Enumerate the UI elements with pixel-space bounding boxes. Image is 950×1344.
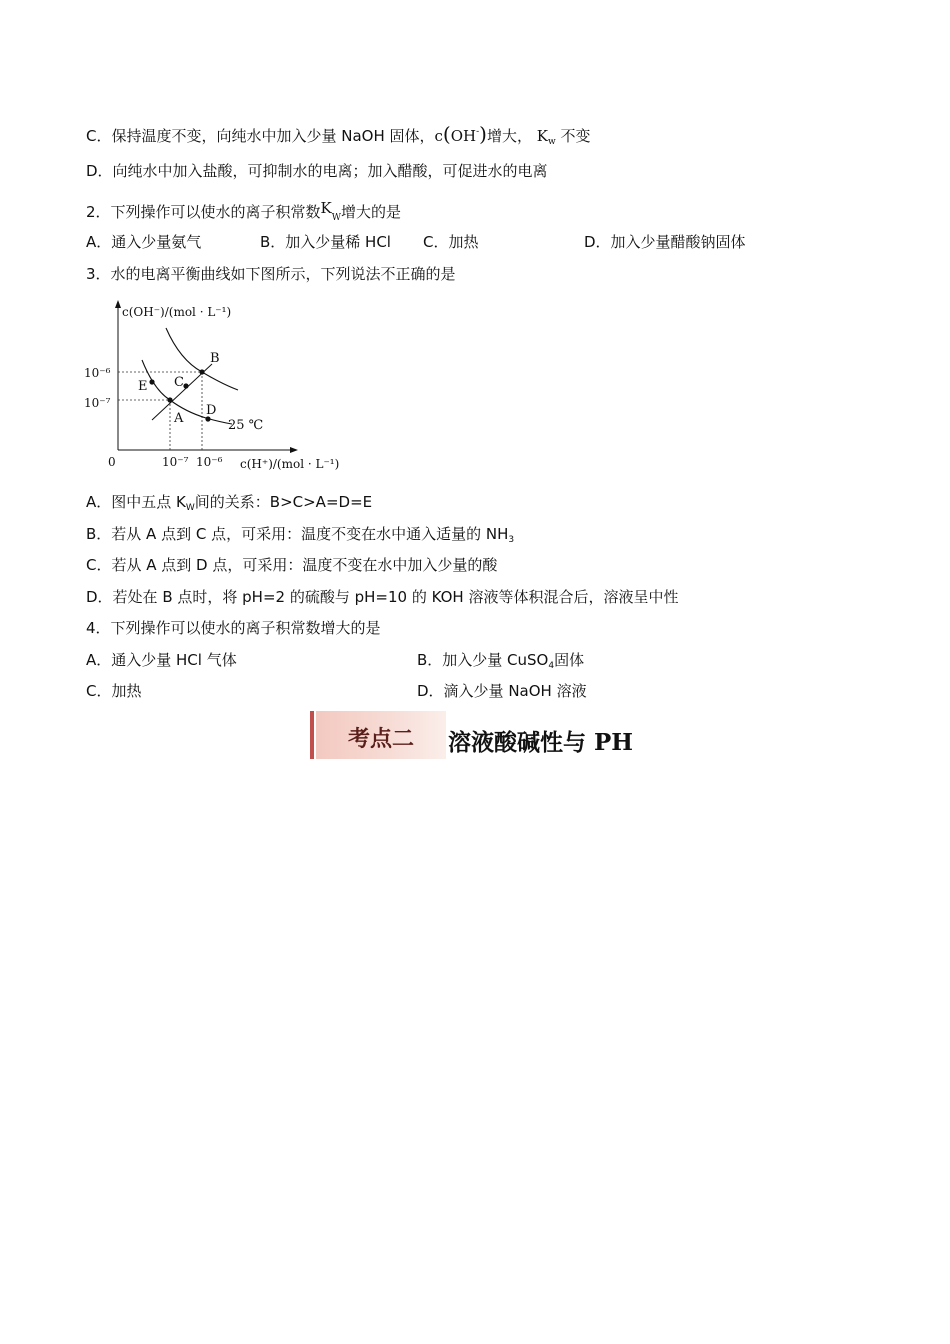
- badge-box: [316, 711, 446, 759]
- curve-25c: [142, 360, 232, 424]
- y-axis-label: c(OH⁻)/(mol · L⁻¹): [122, 305, 232, 319]
- y-tick-label: 10⁻⁶: [84, 366, 111, 380]
- option-d-line: D．向纯水中加入盐酸，可抑制水的电离；加入醋酸，可促进水的电离: [86, 162, 548, 180]
- y-axis-arrow: [115, 300, 121, 308]
- x-tick-label: 10⁻⁷: [162, 455, 189, 469]
- x-axis-label: c(H⁺)/(mol · L⁻¹): [240, 457, 340, 471]
- question-4: 4．下列操作可以使水的离子积常数增大的是: [86, 619, 381, 637]
- point-a-label: A: [174, 411, 184, 426]
- q4-option-d[interactable]: D．滴入少量 NaOH 溶液: [417, 682, 587, 700]
- water-ionization-chart: [82, 298, 352, 478]
- x-axis-arrow: [290, 447, 298, 453]
- point-d-label: D: [206, 403, 217, 418]
- q4-option-a[interactable]: A．通入少量 HCl 气体: [86, 651, 237, 669]
- kw-symbol: $K_w$: [536, 127, 556, 147]
- y-tick-label: 10⁻⁷: [84, 396, 111, 410]
- q2-option-c[interactable]: C．加热: [423, 233, 479, 251]
- q4-option-b[interactable]: B．加入少量 CuSO$_4$固体: [417, 651, 585, 671]
- point-c: [183, 383, 188, 388]
- x-tick-label: 10⁻⁶: [196, 455, 223, 469]
- curve-label: 25 ℃: [228, 418, 264, 433]
- badge-accent-bar: [310, 711, 314, 759]
- origin-label: 0: [108, 455, 116, 469]
- c-oh-formula: c(OH-): [434, 122, 487, 146]
- q4-option-c[interactable]: C．加热: [86, 682, 142, 700]
- point-b-label: B: [210, 351, 220, 366]
- point-b: [199, 369, 204, 374]
- point-e: [149, 379, 154, 384]
- option-c-line: C．保持温度不变，向纯水中加入少量 NaOH 固体，c(OH-)增大， $K_w$ 不变: [86, 122, 591, 147]
- option-c-text: C．保持温度不变，向纯水中加入少量 NaOH 固体，: [86, 127, 435, 145]
- q3-option-b[interactable]: B．若从 A 点到 C 点，可采用：温度不变在水中通入适量的 $NH_3$: [86, 525, 515, 545]
- q2-option-d[interactable]: D．加入少量醋酸钠固体: [584, 233, 746, 251]
- question-3: 3．水的电离平衡曲线如下图所示，下列说法不正确的是: [86, 265, 456, 283]
- point-e-label: E: [138, 379, 148, 394]
- q3-option-d[interactable]: D．若处在 B 点时，将 pH=2 的硫酸与 pH=10 的 KOH 溶液等体积混合后，溶液呈中性: [86, 588, 679, 606]
- point-a: [167, 397, 172, 402]
- kw-symbol: $K_W$: [320, 199, 342, 223]
- badge-label: 考点二: [347, 727, 414, 752]
- point-c-label: C: [174, 375, 184, 390]
- q3-option-a[interactable]: A．图中五点 $K_W$间的关系：B>C>A=D=E: [86, 493, 373, 513]
- section-badge: [310, 711, 446, 759]
- q3-option-c[interactable]: C．若从 A 点到 D 点，可采用：温度不变在水中加入少量的酸: [86, 556, 498, 574]
- guide-lines: [118, 372, 202, 450]
- section-title: 溶液酸碱性与 PH: [448, 729, 634, 756]
- q2-option-b[interactable]: B．加入少量稀 HCl: [260, 233, 391, 251]
- question-2: 2．下列操作可以使水的离子积常数$K_W$增大的是: [86, 199, 402, 223]
- q2-option-a[interactable]: A．通入少量氨气: [86, 233, 202, 251]
